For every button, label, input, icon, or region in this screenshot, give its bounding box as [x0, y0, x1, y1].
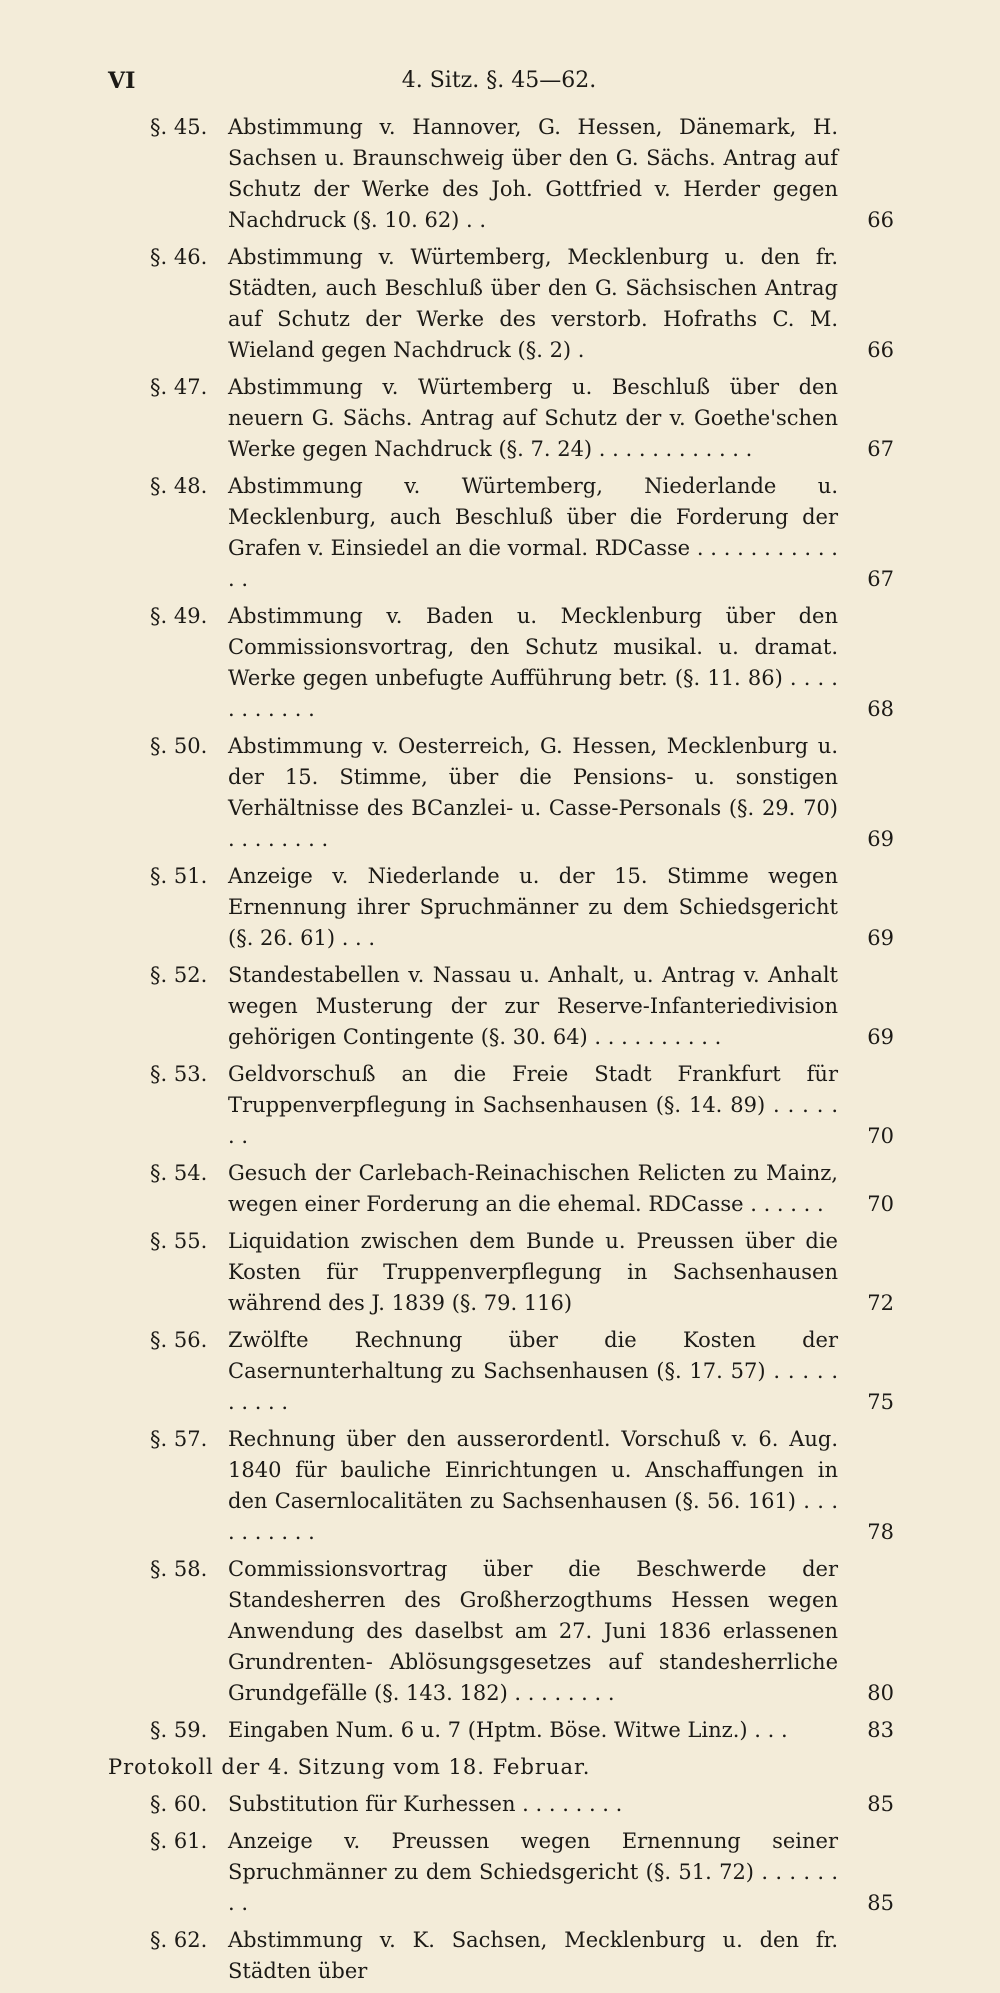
running-title: 4. Sitz. §. 45—62.	[401, 68, 597, 93]
entry-text: Anzeige v. Preussen wegen Ernennung seiner Spruchmänner zu dem Schiedsgericht (§. 51. 72) . . . . . . . .	[228, 1829, 838, 1915]
toc-entry	[108, 960, 894, 1053]
toc-entry	[108, 1789, 894, 1820]
entry-text: Rechnung über den ausserordentl. Vorschuß v. 6. Aug. 1840 für bauliche Einrichtungen u. Anschaffungen in den Casernlocalitäten zu Sachsenhausen (§. 56. 161) . . . . . . . . . .	[228, 1427, 838, 1544]
toc-entry	[108, 731, 894, 855]
toc-entry	[108, 1158, 894, 1220]
page-number: 70	[867, 1124, 894, 1148]
entry-text: Zwölfte Rechnung über die Kosten der Casernunterhaltung zu Sachsenhausen (§. 17. 57) . . . . . . . . . .	[228, 1328, 838, 1414]
toc-entry	[108, 861, 894, 954]
toc-list	[108, 1789, 894, 1987]
section-number: §. 61.	[150, 1829, 208, 1853]
section-number: §. 58.	[150, 1557, 208, 1581]
section-number: §. 52.	[150, 963, 208, 987]
toc-entry	[108, 471, 894, 595]
toc-entry	[108, 242, 894, 366]
section-number: §. 56.	[150, 1328, 208, 1352]
page-number: 67	[867, 567, 894, 591]
section-number: §. 49.	[150, 604, 208, 628]
entry-text: Abstimmung v. Baden u. Mecklenburg über den Commissionsvortrag, den Schutz musikal. u. dramat. Werke gegen unbefugte Aufführung betr. (§. 11. 86) . . . . . . . . . . .	[228, 604, 838, 721]
page-number: 78	[867, 1520, 894, 1544]
entry-text: Geldvorschuß an die Freie Stadt Frankfurt für Truppenverpflegung in Sachsenhausen (§. 14. 89) . . . . . . .	[228, 1062, 838, 1148]
section-number: §. 51.	[150, 864, 208, 888]
entry-text: Eingaben Num. 6 u. 7 (Hptm. Böse. Witwe Linz.) . . .	[228, 1718, 788, 1742]
section-number: §. 60.	[150, 1792, 208, 1816]
section-number: §. 46.	[150, 245, 208, 269]
toc-list	[108, 112, 894, 1746]
page-number: 66	[867, 338, 894, 362]
section-number: §. 53.	[150, 1062, 208, 1086]
page-folio: VI	[108, 68, 136, 94]
entry-text: Abstimmung v. Würtemberg u. Beschluß über den neuern G. Sächs. Antrag auf Schutz der v. Goethe'schen Werke gegen Nachdruck (§. 7. 24) . . . . . . . . . . . .	[228, 375, 838, 461]
entry-text: Abstimmung v. Würtemberg, Niederlande u. Mecklenburg, auch Beschluß über die Forderung der Grafen v. Einsiedel an die vormal. RDCasse . . . . . . . . . . . . .	[228, 474, 838, 591]
page-header	[108, 68, 890, 102]
page-number: 67	[867, 437, 894, 461]
entry-text: Abstimmung v. K. Sachsen, Mecklenburg u. den fr. Städten über	[228, 1928, 838, 1983]
entry-text: Abstimmung v. Hannover, G. Hessen, Dänemark, H. Sachsen u. Braunschweig über den G. Sächs. Antrag auf Schutz der Werke des Joh. Gottfried v. Herder gegen Nachdruck (§. 10. 62) . .	[228, 115, 838, 232]
section-number: §. 55.	[150, 1229, 208, 1253]
section-number: §. 45.	[150, 115, 208, 139]
toc-entry	[108, 601, 894, 725]
section-number: §. 62.	[150, 1928, 208, 1952]
section-number: §. 47.	[150, 375, 208, 399]
page-number: 72	[867, 1291, 894, 1315]
toc-entry	[108, 1715, 894, 1746]
section-number: §. 54.	[150, 1161, 208, 1185]
page-number: 75	[867, 1390, 894, 1414]
toc-entry	[108, 1925, 894, 1987]
page-number: 85	[867, 1891, 894, 1915]
section-number: §. 48.	[150, 474, 208, 498]
section-number: §. 59.	[150, 1718, 208, 1742]
entry-text: Anzeige v. Niederlande u. der 15. Stimme wegen Ernennung ihrer Spruchmänner zu dem Schiedsgericht (§. 26. 61) . . .	[228, 864, 838, 950]
toc-entry	[108, 1424, 894, 1548]
page-number: 80	[867, 1681, 894, 1705]
page-number: 69	[867, 827, 894, 851]
section-number: §. 57.	[150, 1427, 208, 1451]
entry-text: Abstimmung v. Würtemberg, Mecklenburg u. den fr. Städten, auch Beschluß über den G. Sächsischen Antrag auf Schutz der Werke des verstorb. Hofraths C. M. Wieland gegen Nachdruck (§. 2) .	[228, 245, 838, 362]
entry-text: Gesuch der Carlebach-Reinachischen Relicten zu Mainz, wegen einer Forderung an die ehemal. RDCasse . . . . . .	[228, 1161, 838, 1216]
protocol-heading: Protokoll der 4. Sitzung vom 18. Februar.	[108, 1755, 591, 1779]
entry-text: Abstimmung v. Oesterreich, G. Hessen, Mecklenburg u. der 15. Stimme, über die Pensions- u. sonstigen Verhältnisse des BCanzlei- u. Casse-Personals (§. 29. 70) . . . . . . . .	[228, 734, 838, 851]
toc-entry	[108, 112, 894, 236]
toc-entry	[108, 1226, 894, 1319]
entry-text: Liquidation zwischen dem Bunde u. Preussen über die Kosten für Truppenverpflegung in Sachsenhausen während des J. 1839 (§. 79. 116)	[228, 1229, 838, 1315]
table-of-contents	[108, 112, 894, 1993]
toc-entry	[108, 372, 894, 465]
toc-entry	[108, 1325, 894, 1418]
toc-entry	[108, 1554, 894, 1709]
page-number: 66	[867, 208, 894, 232]
toc-entry	[108, 1826, 894, 1919]
page-number: 69	[867, 926, 894, 950]
entry-text: Substitution für Kurhessen . . . . . . . .	[228, 1792, 623, 1816]
page-number: 70	[867, 1192, 894, 1216]
page-number: 83	[867, 1718, 894, 1742]
toc-entry	[108, 1059, 894, 1152]
entry-text: Commissionsvortrag über die Beschwerde der Standesherren des Großherzogthums Hessen wegen Anwendung des daselbst am 27. Juni 1836 erlassenen Grundrenten- Ablösungsgesetzes auf standesherrliche Grundgefälle (§. 143. 182) . . . . . . . .	[228, 1557, 838, 1705]
section-number: §. 50.	[150, 734, 208, 758]
page-number: 85	[867, 1792, 894, 1816]
page-number: 69	[867, 1025, 894, 1049]
page-number: 68	[867, 697, 894, 721]
entry-text: Standestabellen v. Nassau u. Anhalt, u. Antrag v. Anhalt wegen Musterung der zur Reserve-Infanteriedivision gehörigen Contingente (§. 30. 64) . . . . . . . . . .	[228, 963, 838, 1049]
